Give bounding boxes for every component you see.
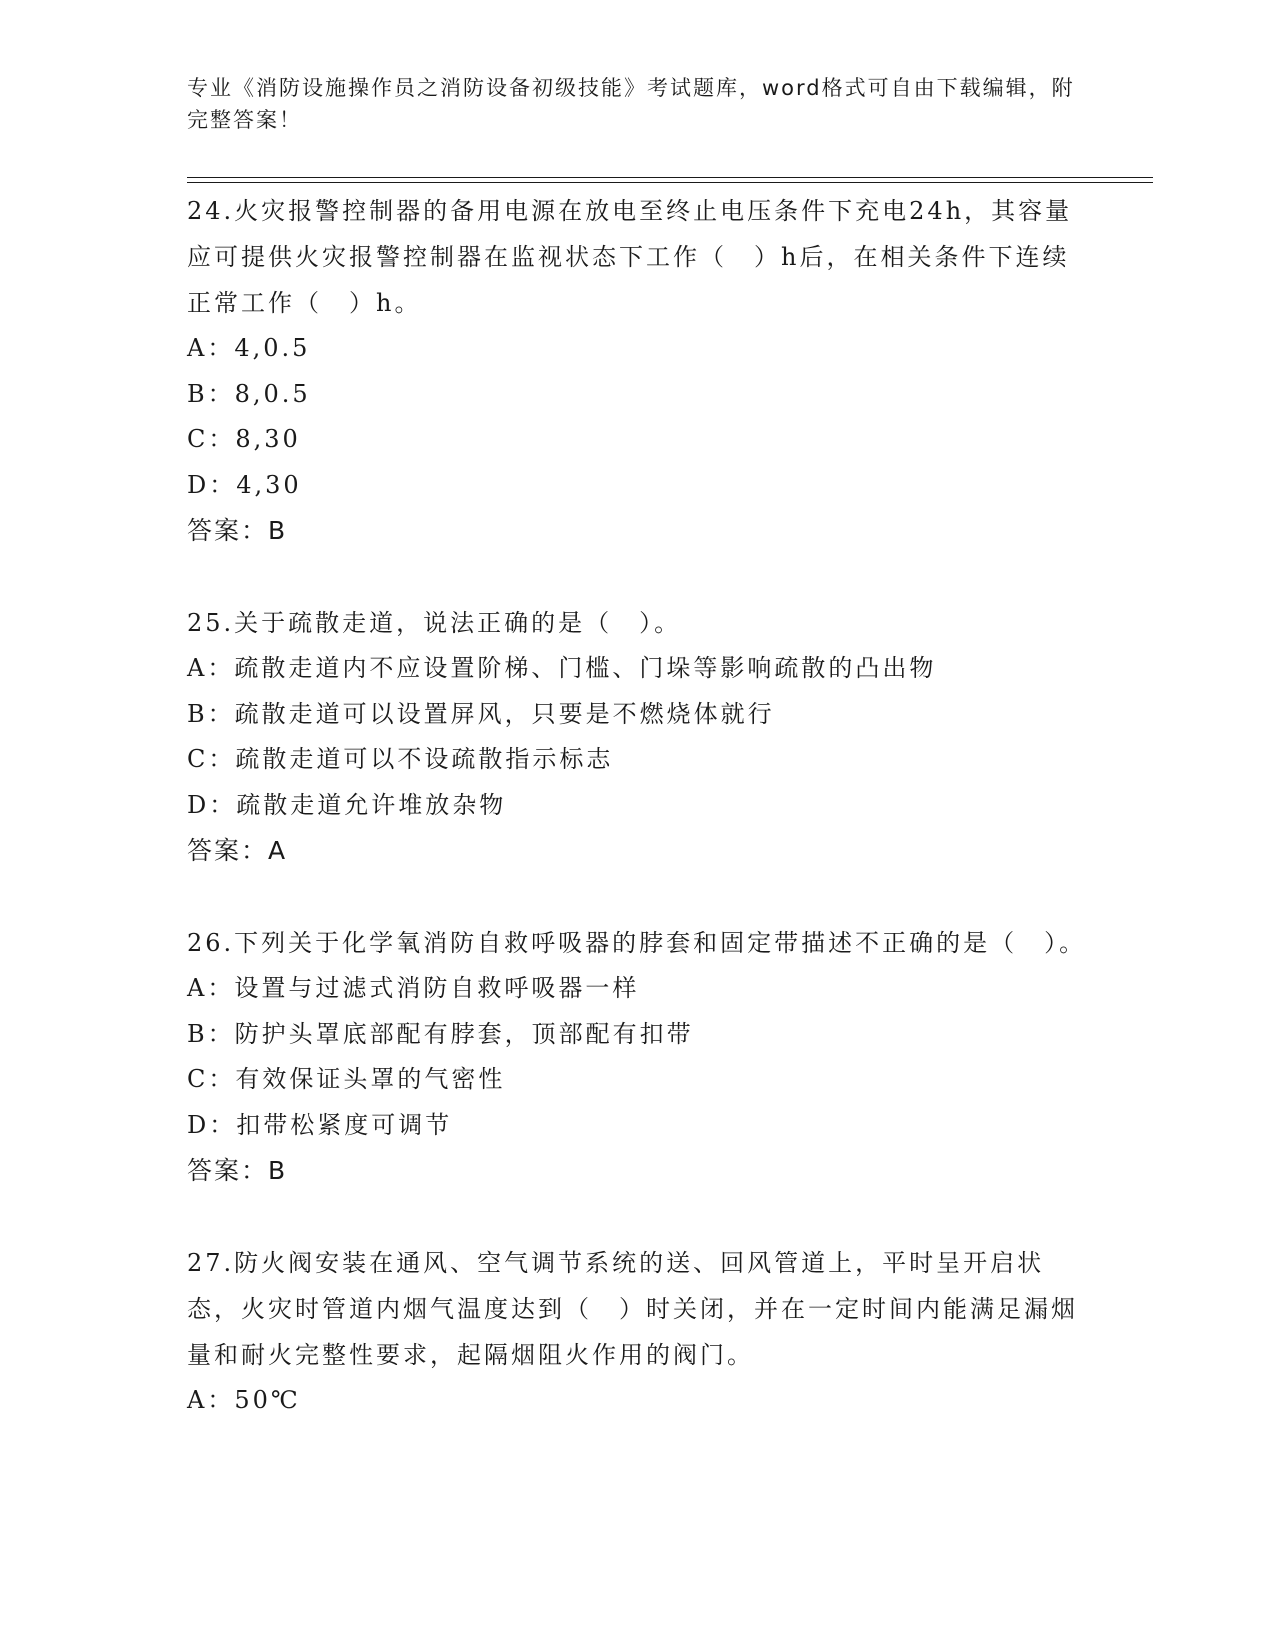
answer-line: 答案：A — [187, 836, 288, 865]
option-d: D：4,30 — [187, 470, 302, 499]
question-27 — [187, 1240, 1087, 1424]
header-title: 专业《消防设施操作员之消防设备初级技能》考试题库，word格式可自由下载编辑，附完整答案！ — [187, 76, 1075, 132]
document-header — [187, 72, 1077, 136]
option-a: A：疏散走道内不应设置阶梯、门槛、门垛等影响疏散的凸出物 — [187, 654, 937, 682]
question-24 — [187, 188, 1087, 554]
answer-line: 答案：B — [187, 516, 288, 545]
option-a: A：50℃ — [187, 1386, 301, 1414]
option-a: A：4,0.5 — [187, 334, 311, 362]
question-list — [187, 188, 1087, 1470]
question-stem: 26.下列关于化学氧消防自救呼吸器的脖套和固定带描述不正确的是（ ）。 — [187, 929, 1087, 957]
option-c: C：有效保证头罩的气密性 — [187, 1065, 506, 1093]
option-a: A：设置与过滤式消防自救呼吸器一样 — [187, 974, 640, 1002]
option-b: B：防护头罩底部配有脖套，顶部配有扣带 — [187, 1019, 694, 1048]
option-d: D：扣带松紧度可调节 — [187, 1110, 453, 1139]
option-b: B：8,0.5 — [187, 379, 311, 408]
header-divider-top — [187, 177, 1153, 178]
answer-line: 答案：B — [187, 1156, 288, 1185]
question-stem: 25.关于疏散走道，说法正确的是（ ）。 — [187, 609, 682, 637]
option-d: D：疏散走道允许堆放杂物 — [187, 790, 507, 819]
question-26 — [187, 920, 1087, 1194]
question-25 — [187, 600, 1087, 874]
header-divider-bottom — [187, 182, 1153, 183]
option-b: B：疏散走道可以设置屏风，只要是不燃烧体就行 — [187, 699, 775, 728]
option-c: C：疏散走道可以不设疏散指示标志 — [187, 745, 614, 773]
question-stem: 24.火灾报警控制器的备用电源在放电至终止电压条件下充电24h，其容量应可提供火灾报警控制器在监视状态下工作（ ）h后，在相关条件下连续正常工作（ ）h。 — [187, 197, 1073, 317]
question-stem: 27.防火阀安装在通风、空气调节系统的送、回风管道上，平时呈开启状态，火灾时管道内烟气温度达到（ ）时关闭，并在一定时间内能满足漏烟量和耐火完整性要求，起隔烟阻火作用的阀门。 — [187, 1249, 1078, 1369]
option-c: C：8,30 — [187, 425, 301, 453]
